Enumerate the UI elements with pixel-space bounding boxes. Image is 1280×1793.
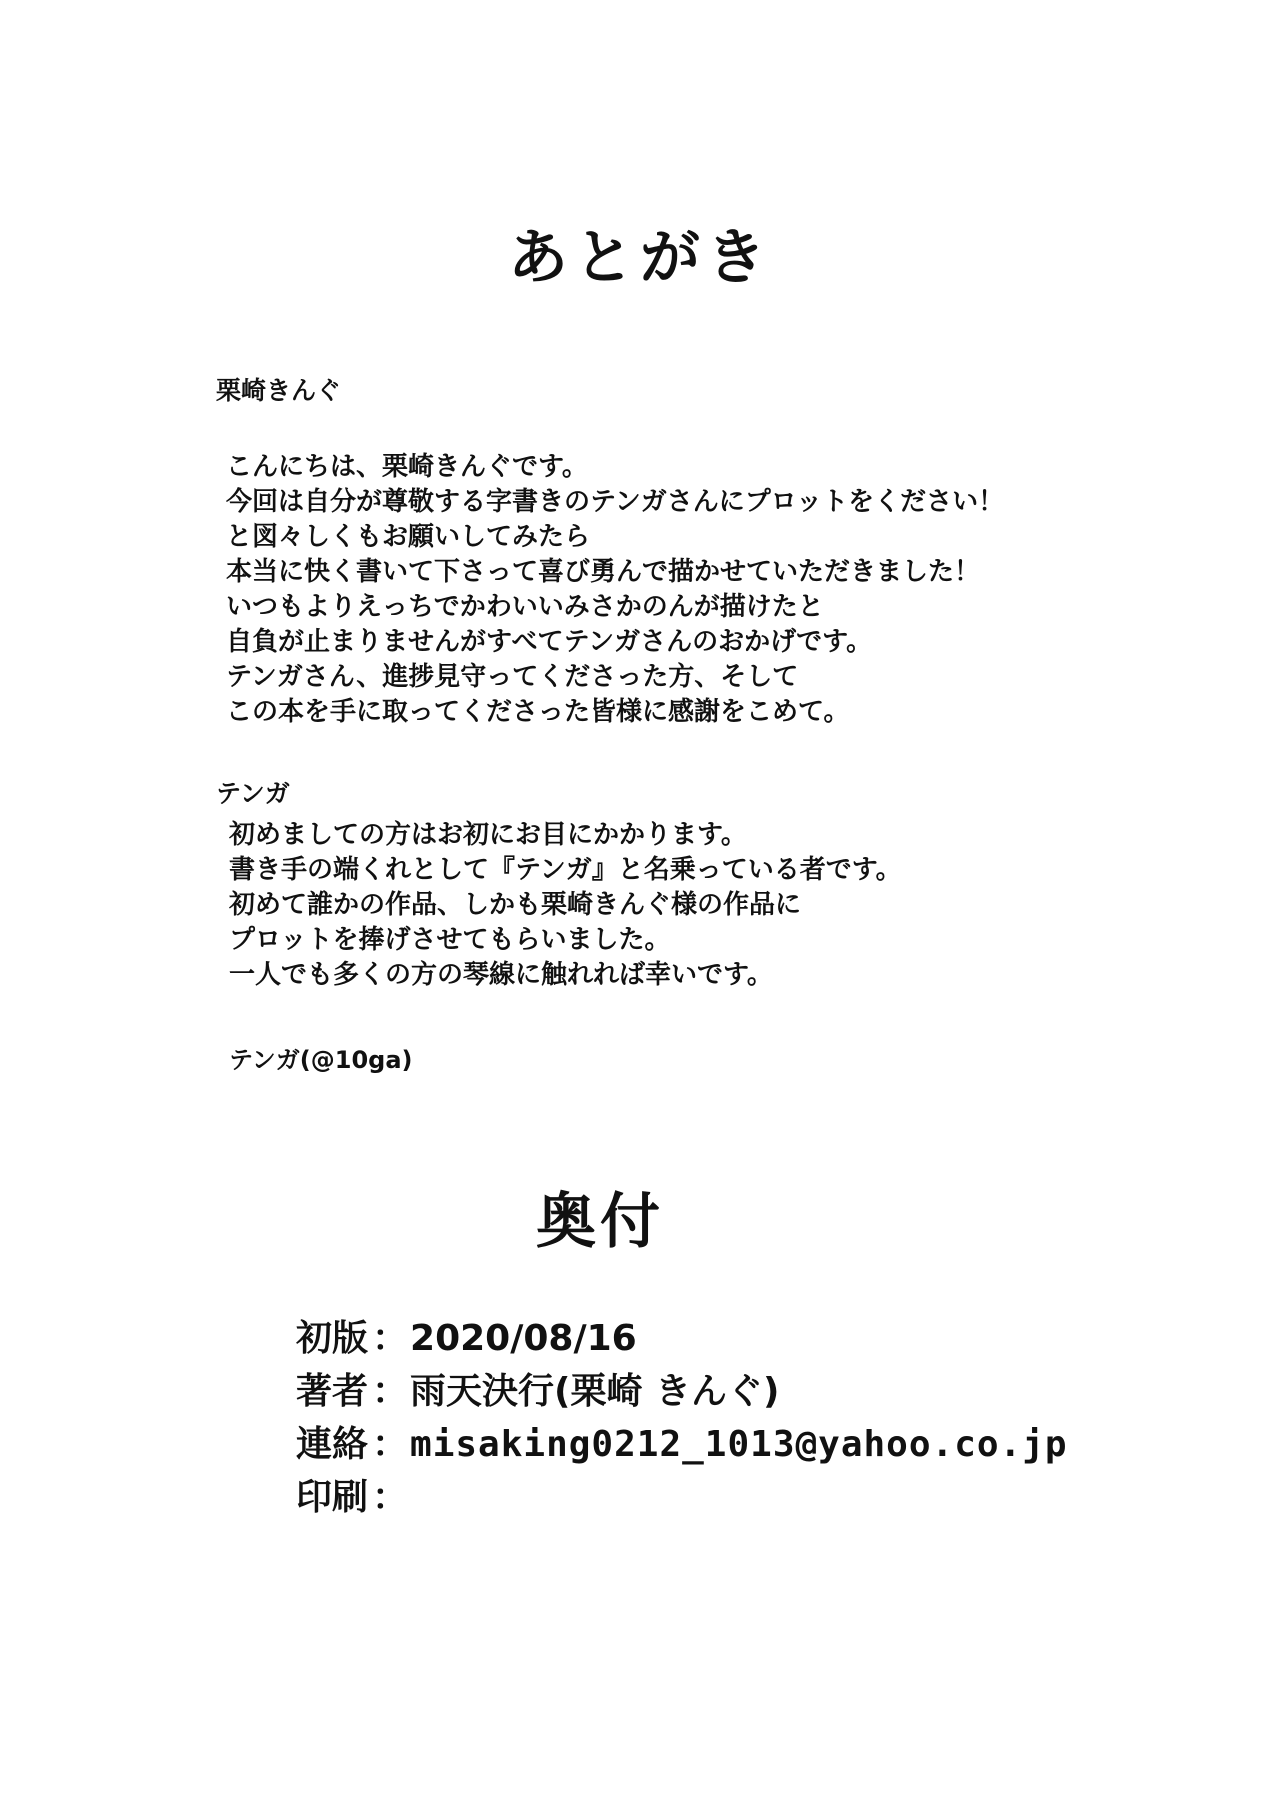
kurisaki-message: [226, 450, 1004, 730]
message-line: 書き手の端くれとして『テンガ』と名乗っている者です。: [229, 855, 902, 885]
colophon-row-contact: [296, 1418, 1068, 1471]
author-heading-kurisaki: 栗崎きんぐ: [216, 376, 342, 405]
message-line: 今回は自分が尊敬する字書きのテンガさんにプロットをください！: [226, 487, 1005, 517]
colophon-separator: ：: [372, 1318, 409, 1359]
tenga-signature: テンガ(@10ga): [229, 1046, 413, 1074]
message-line: 初めて誰かの作品、しかも栗崎きんぐ様の作品に: [229, 890, 802, 920]
message-line: 自負が止まりませんがすべてテンガさんのおかげです。: [226, 627, 873, 657]
message-line: プロットを捧げさせてもらいました。: [229, 925, 671, 955]
colophon-title: 奥付: [536, 1187, 664, 1257]
colophon-label: 著者: [296, 1371, 369, 1412]
colophon-label: 印刷: [296, 1477, 369, 1518]
author-heading-tenga: テンガ: [216, 779, 290, 808]
message-line: この本を手に取ってくださった皆様に感謝をこめて。: [226, 697, 850, 727]
colophon-row-printing: [296, 1471, 1068, 1524]
message-line: いつもよりえっちでかわいいみさかのんが描けたと: [226, 592, 824, 622]
contact-email: misaking0212_1013@yahoo.co.jp: [410, 1424, 1068, 1465]
colophon-row-first-edition: [296, 1312, 1068, 1365]
colophon-separator: ：: [372, 1371, 409, 1412]
colophon-row-author: [296, 1365, 1068, 1418]
colophon-label: 初版: [296, 1318, 369, 1359]
author-name: 雨天決行(栗崎 きんぐ): [410, 1371, 780, 1412]
message-line: こんにちは、栗崎きんぐです。: [226, 452, 588, 482]
colophon-separator: ：: [372, 1477, 409, 1518]
first-edition-date: 2020/08/16: [410, 1318, 637, 1359]
colophon-separator: ：: [372, 1424, 409, 1465]
colophon-table: [296, 1312, 1068, 1524]
afterword-title: あとがき: [508, 223, 772, 293]
message-line: 初めましての方はお初にお目にかかります。: [229, 820, 747, 850]
colophon-label: 連絡: [296, 1424, 369, 1465]
message-line: テンガさん、進捗見守ってくださった方、そして: [226, 662, 799, 692]
message-line: 本当に快く書いて下さって喜び勇んで描かせていただきました！: [226, 557, 981, 587]
message-line: 一人でも多くの方の琴線に触れれば幸いです。: [229, 960, 773, 990]
tenga-message: [229, 818, 902, 993]
message-line: と図々しくもお願いしてみたら: [226, 522, 591, 552]
